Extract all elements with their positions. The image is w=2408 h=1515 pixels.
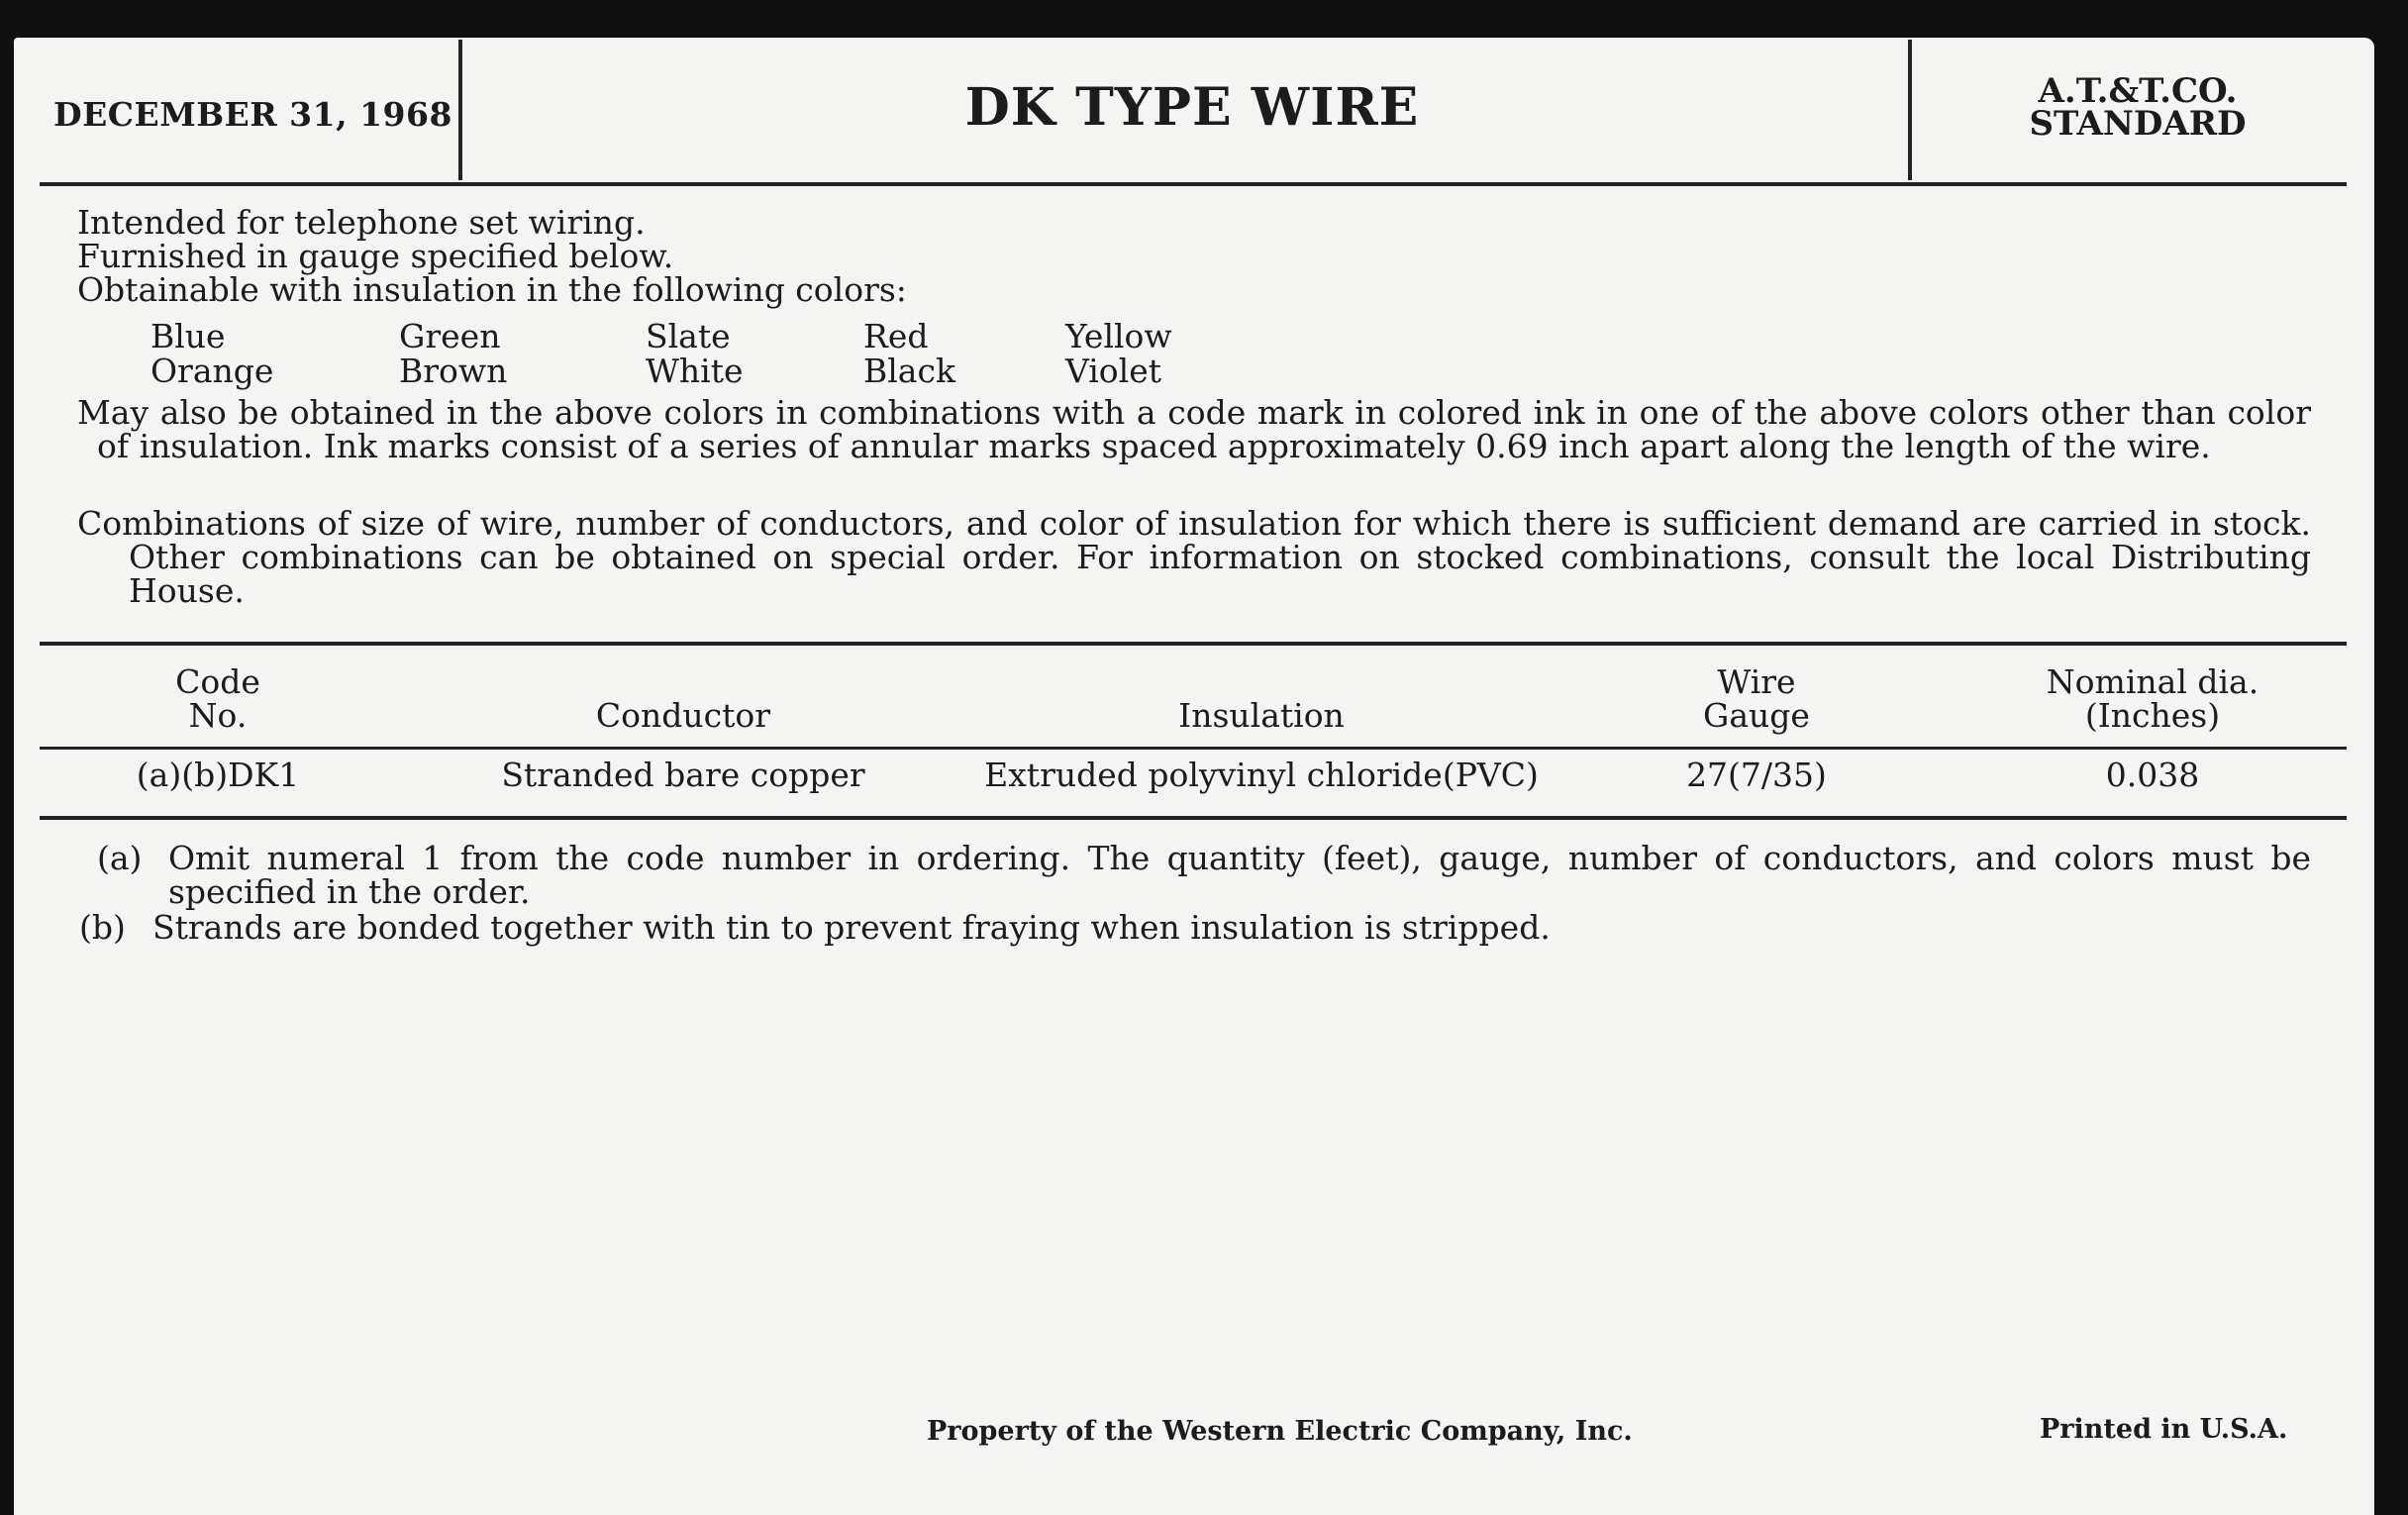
color-black: Black (863, 352, 955, 390)
header-gauge-line2: Gauge (1703, 696, 1810, 735)
standard-line-2: STANDARD (2029, 104, 2247, 144)
note-b-marker: (b) (79, 908, 126, 947)
document-title: DK TYPE WIRE (964, 77, 1420, 138)
header-divider-right (1908, 40, 1912, 180)
intro-line-3: Obtainable with insulation in the following colors: (77, 270, 907, 309)
color-red: Red (863, 317, 929, 355)
color-blue: Blue (150, 317, 226, 355)
header-code-line2: No. (188, 696, 248, 735)
footer-property: Property of the Western Electric Company, Inc. (927, 1416, 1633, 1447)
intro-block (77, 203, 2315, 309)
color-green: Green (399, 317, 501, 355)
header-nominal-dia (1955, 662, 2351, 735)
color-violet: Violet (1065, 352, 1162, 390)
color-yellow: Yellow (1065, 317, 1172, 355)
header-code-no (69, 662, 366, 735)
header-wire-gauge (1608, 662, 1905, 735)
footer-printed: Printed in U.S.A. (2040, 1414, 2288, 1445)
table-bottom-rule (40, 816, 2347, 820)
color-orange: Orange (150, 352, 274, 390)
cell-gauge: 27(7/35) (1686, 756, 1827, 794)
color-slate: Slate (646, 317, 731, 355)
header-insulation: Insulation (1178, 696, 1345, 735)
table-header-rule (40, 747, 2347, 750)
header-conductor: Conductor (595, 696, 771, 735)
note-a-text: Omit numeral 1 from the code number in ordering. The quantity (feet), gauge, number of conductors, and colors must be specified in the order. (168, 839, 2311, 911)
document-date: DECEMBER 31, 1968 (53, 95, 452, 134)
table-top-rule (40, 642, 2347, 646)
cell-code: (a)(b)DK1 (136, 756, 300, 794)
cell-diameter: 0.038 (2105, 756, 2200, 794)
standard-mark (1925, 71, 2351, 144)
intro-line-2: Furnished in gauge specified below. (77, 237, 674, 275)
color-brown: Brown (399, 352, 508, 390)
intro-line-1: Intended for telephone set wiring. (77, 203, 646, 242)
header-gauge-line1: Wire (1717, 662, 1796, 701)
header-dia-line2: (Inches) (2084, 696, 2221, 735)
note-a-marker: (a) (97, 839, 143, 877)
ink-mark-paragraph: May also be obtained in the above colors in combinations with a code mark in colored ink in one of the above colors other than color of insulation. Ink marks consist of a series of annular marks spaced approximately 0.69 inch apart along the length of the wire. (77, 393, 2311, 465)
color-white: White (646, 352, 744, 390)
header-dia-line1: Nominal dia. (2046, 662, 2259, 701)
header-code-line1: Code (175, 662, 260, 701)
cell-insulation: Extruded polyvinyl chloride(PVC) (984, 756, 1539, 794)
cell-conductor: Stranded bare copper (501, 756, 865, 794)
document-card (14, 38, 2374, 1515)
note-b-text: Strands are bonded together with tin to prevent fraying when insulation is stripped. (152, 908, 1551, 947)
standard-line-1: A.T.&T.CO. (2038, 71, 2238, 111)
stock-paragraph: Combinations of size of wire, number of conductors, and color of insulation for which there is sufficient demand are carried in stock. Other combinations can be obtained on special order. For information on stocked combinations, consult the local Distributing House. (77, 504, 2311, 610)
header-rule (40, 182, 2347, 186)
